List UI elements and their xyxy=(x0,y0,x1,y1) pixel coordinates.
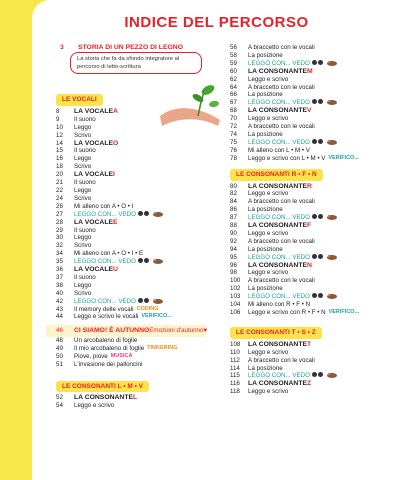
entry-text: LEGGO CON... VEDO xyxy=(248,99,310,107)
entry-text: La posizione xyxy=(248,51,283,59)
entry-letter: O xyxy=(113,139,119,147)
entry-text: Mi alleno con R • F • N xyxy=(248,301,311,309)
entry-text: Il mio arcobaleno di foglie xyxy=(74,344,145,352)
entry-text: La posizione xyxy=(248,206,283,214)
entry-text: LA VOCALE xyxy=(74,218,114,226)
entry-text: Leggo e scrivo xyxy=(248,115,289,123)
entry-text: Leggo xyxy=(74,281,92,289)
entry-text: LEGGO CON... VEDO xyxy=(248,372,310,380)
entry-text: LEGGO CON... VEDO xyxy=(74,210,136,218)
entry-letter: L xyxy=(133,394,138,402)
entry-text: A braccetto con le vocali xyxy=(248,83,315,91)
entry-page-number: 28 xyxy=(56,218,63,226)
eyes-icon xyxy=(138,211,150,219)
entry-letter: R xyxy=(307,182,312,190)
entry-page-number: 44 xyxy=(56,313,63,321)
story-page: 3 xyxy=(60,44,64,51)
autumn-section xyxy=(56,325,206,410)
entry-text: LEGGO CON... VEDO xyxy=(74,297,136,305)
entry-text: Leggo e scrivo xyxy=(248,190,289,198)
entry-page-number: 106 xyxy=(230,309,241,316)
entry-page-number: 18 xyxy=(56,163,63,171)
index-entry[interactable] xyxy=(56,266,206,274)
index-entry[interactable] xyxy=(56,298,206,306)
index-entry[interactable] xyxy=(56,394,206,402)
index-entry[interactable] xyxy=(230,365,400,373)
entry-page-number: 72 xyxy=(230,123,237,131)
entry-tag: VERIFICO... xyxy=(141,313,172,320)
index-entry[interactable] xyxy=(230,222,400,230)
entry-page-number: 60 xyxy=(230,67,237,75)
eyes-icon xyxy=(312,214,324,222)
entry-text: LEGGO CON... VEDO xyxy=(248,293,310,301)
entry-text: La posizione xyxy=(248,245,283,253)
entry-page-number: 21 xyxy=(56,179,63,187)
index-entry[interactable] xyxy=(56,155,206,163)
entry-text: Leggo e scrivo xyxy=(74,402,115,410)
entry-page-number: 103 xyxy=(230,293,241,301)
index-entry[interactable] xyxy=(230,131,400,139)
entry-tag: CODING xyxy=(136,305,159,312)
autumn-box[interactable] xyxy=(46,325,206,337)
entry-text: Scrivo xyxy=(74,289,92,297)
entry-page-number: 96 xyxy=(230,261,237,269)
index-entry[interactable] xyxy=(56,274,206,282)
entry-text: La posizione xyxy=(248,91,283,99)
entry-page-number: 104 xyxy=(230,301,241,309)
entry-page-number: 48 xyxy=(56,336,63,344)
entry-page-number: 80 xyxy=(230,182,237,190)
entry-page-number: 24 xyxy=(56,194,63,202)
entry-letter: F xyxy=(307,222,312,230)
index-entry[interactable] xyxy=(56,345,206,353)
index-entry[interactable] xyxy=(56,147,206,155)
entry-page-number: 115 xyxy=(230,372,240,380)
entry-page-number: 40 xyxy=(56,289,63,297)
entry-text: Un arcobaleno di foglie xyxy=(74,336,138,344)
index-entry[interactable] xyxy=(230,44,400,52)
entry-text: Leggo e scrivo xyxy=(248,348,289,356)
entry-text: Scrivo xyxy=(74,163,92,171)
entry-text: Il suono xyxy=(74,147,96,155)
index-entry[interactable] xyxy=(56,402,206,410)
entry-page-number: 58 xyxy=(230,51,237,59)
index-entry[interactable] xyxy=(230,60,400,68)
entry-text: LEGGO CON... VEDO xyxy=(248,214,310,222)
entry-page-number: 32 xyxy=(56,242,63,250)
entry-page-number: 76 xyxy=(230,146,237,154)
entry-page-number: 38 xyxy=(56,281,63,289)
index-entry[interactable] xyxy=(230,68,400,76)
entry-page-number: 68 xyxy=(230,107,237,115)
entry-text: LEGGO CON... VEDO xyxy=(248,59,310,67)
index-entry[interactable] xyxy=(56,361,206,369)
entry-page-number: 86 xyxy=(230,206,237,214)
index-entry[interactable] xyxy=(230,84,400,92)
entry-text: Leggo e scrivo xyxy=(248,269,289,277)
index-entry[interactable] xyxy=(230,262,400,270)
entry-tag: TINKERING xyxy=(147,344,178,351)
entry-page-number: 100 xyxy=(230,277,241,285)
mouse-icon xyxy=(326,254,338,260)
index-entry[interactable] xyxy=(56,258,206,266)
index-entry[interactable] xyxy=(56,124,206,132)
entry-letter: Z xyxy=(307,380,312,388)
entry-text: LEGGO CON... VEDO xyxy=(248,138,310,146)
index-entry[interactable] xyxy=(56,211,206,219)
entry-text: La posizione xyxy=(248,285,283,293)
mouse-icon xyxy=(326,99,338,105)
index-entry[interactable] xyxy=(56,108,206,116)
index-entry[interactable] xyxy=(56,140,206,148)
index-entry[interactable] xyxy=(56,234,206,242)
autumn-title: CI SIAMO! È AUTUNNO xyxy=(74,327,150,334)
entry-text: Leggo xyxy=(74,186,92,194)
mouse-icon xyxy=(326,60,338,66)
index-entry[interactable] xyxy=(230,269,400,277)
entry-text: LA VOCALE xyxy=(74,139,114,147)
entry-text: A braccetto con le vocali xyxy=(248,277,315,285)
index-entry[interactable] xyxy=(56,179,206,187)
entry-page-number: 59 xyxy=(230,59,237,67)
entry-page-number: 43 xyxy=(56,305,63,313)
entry-text: A braccetto con le vocali xyxy=(248,123,315,131)
entry-text: Leggo xyxy=(74,123,92,131)
index-entry[interactable] xyxy=(230,139,400,147)
entry-text: LA CONSONANTE xyxy=(248,380,308,388)
entry-page-number: 22 xyxy=(56,186,63,194)
index-entry[interactable] xyxy=(230,372,400,380)
entry-text: Leggo xyxy=(74,155,92,163)
entry-text: LA CONSONANTE xyxy=(248,182,308,190)
index-entry[interactable] xyxy=(230,147,400,155)
entry-page-number: 82 xyxy=(230,190,237,198)
entry-text: LA CONSONANTE xyxy=(248,340,308,348)
entry-letter: V xyxy=(307,107,312,115)
mouse-icon xyxy=(326,293,338,299)
entry-text: Il suono xyxy=(74,115,96,123)
index-entry[interactable] xyxy=(230,76,400,84)
entry-tag: VERIFICO... xyxy=(328,309,360,315)
index-entry[interactable] xyxy=(56,163,206,171)
index-entry[interactable] xyxy=(56,203,206,211)
speech-bubble xyxy=(70,52,202,74)
index-entry[interactable] xyxy=(230,341,400,349)
page-title: INDICE DEL PERCORSO xyxy=(124,14,309,31)
entry-text: La posizione xyxy=(248,130,283,138)
entry-text: Leggo e scrivo con R • F • N xyxy=(248,309,326,316)
index-entry[interactable] xyxy=(56,313,206,321)
index-entry[interactable] xyxy=(56,282,206,290)
index-entry[interactable] xyxy=(230,357,400,365)
entry-page-number: 51 xyxy=(56,360,63,368)
index-entry[interactable] xyxy=(230,155,400,163)
entry-page-number: 9 xyxy=(56,115,60,123)
entry-page-number: 98 xyxy=(230,269,237,277)
entry-text: LA VOCALE xyxy=(74,266,114,274)
entry-text: L'invasione dei palloncini xyxy=(74,360,143,368)
entry-page-number: 29 xyxy=(56,226,63,234)
eyes-icon xyxy=(312,254,324,262)
index-entry[interactable] xyxy=(230,107,400,115)
entry-text: Piove, piove xyxy=(74,352,108,360)
index-entry[interactable] xyxy=(230,301,400,309)
entry-page-number: 75 xyxy=(230,138,237,146)
entry-text: Leggo e scrivo le vocali xyxy=(74,313,139,321)
index-entry[interactable] xyxy=(56,227,206,235)
entry-page-number: 66 xyxy=(230,91,237,99)
index-entry[interactable] xyxy=(230,214,400,222)
entry-page-number: 30 xyxy=(56,234,63,242)
index-entry[interactable] xyxy=(230,115,400,123)
index-entry[interactable] xyxy=(56,290,206,298)
entry-page-number: 35 xyxy=(56,258,63,266)
entry-page-number: 92 xyxy=(230,237,237,245)
mouse-icon xyxy=(326,139,338,145)
entry-text: A braccetto con le vocali xyxy=(248,198,315,206)
lmv-heading: LE CONSONANTI L • M • V xyxy=(56,381,149,393)
entry-page-number: 78 xyxy=(230,154,237,162)
entry-page-number: 10 xyxy=(56,123,63,131)
entry-page-number: 52 xyxy=(56,394,63,402)
entry-page-number: 102 xyxy=(230,285,241,293)
entry-letter: I xyxy=(113,171,115,179)
entry-text: Leggo xyxy=(74,234,92,242)
index-entry[interactable] xyxy=(230,230,400,238)
mouse-icon xyxy=(152,211,164,217)
entry-letter: E xyxy=(113,218,118,226)
index-entry[interactable] xyxy=(56,250,206,258)
index-entry[interactable] xyxy=(230,285,400,293)
index-entry[interactable] xyxy=(56,187,206,195)
index-entry[interactable] xyxy=(230,206,400,214)
index-entry[interactable] xyxy=(56,219,206,227)
entry-page-number: 27 xyxy=(56,210,63,218)
entry-text: A braccetto con le vocali xyxy=(248,44,315,51)
index-entry[interactable] xyxy=(230,190,400,198)
entry-text: Leggo e scrivo xyxy=(248,229,289,237)
entry-page-number: 14 xyxy=(56,139,63,147)
entry-page-number: 88 xyxy=(230,222,237,230)
entry-page-number: 108 xyxy=(230,340,241,348)
entry-text: LEGGO CON... VEDO xyxy=(74,258,136,266)
entry-page-number: 16 xyxy=(56,155,63,163)
mouse-icon xyxy=(152,258,164,264)
entry-text: A braccetto con le vocali xyxy=(248,356,315,364)
entry-page-number: 49 xyxy=(56,344,63,352)
index-entry[interactable] xyxy=(230,238,400,246)
entry-page-number: 34 xyxy=(56,250,63,258)
entry-letter: U xyxy=(113,266,118,274)
entry-letter: A xyxy=(113,107,118,115)
entry-page-number: 74 xyxy=(230,130,237,138)
entry-text: Mi alleno con A • O • I xyxy=(74,202,134,210)
entry-text: LA CONSONANTE xyxy=(74,394,134,402)
eyes-icon xyxy=(312,293,324,301)
entry-tag: MUSICA xyxy=(110,352,133,359)
index-entry[interactable] xyxy=(56,353,206,361)
index-entry[interactable] xyxy=(230,254,400,262)
entry-page-number: 90 xyxy=(230,229,237,237)
left-column xyxy=(60,44,210,52)
index-entry[interactable] xyxy=(56,242,206,250)
entry-page-number: 94 xyxy=(230,245,237,253)
index-entry[interactable] xyxy=(230,99,400,107)
entry-text: LEGGO CON... VEDO xyxy=(248,253,310,261)
index-page xyxy=(32,0,401,480)
story-row[interactable] xyxy=(60,44,210,52)
entry-page-number: 67 xyxy=(230,99,237,107)
entry-text: LA CONSONANTE xyxy=(248,261,308,269)
entry-text: Leggo e scrivo con L • M • V xyxy=(248,154,326,162)
entry-text: LA VOCALE xyxy=(74,171,114,179)
entry-page-number: 36 xyxy=(56,266,63,274)
vocali-section xyxy=(56,90,206,321)
index-entry[interactable] xyxy=(56,195,206,203)
entry-text: Mi alleno con L • M • V xyxy=(248,146,310,154)
entry-page-number: 26 xyxy=(56,202,63,210)
entry-text: Leggo e scrivo xyxy=(248,75,289,83)
index-entry[interactable] xyxy=(230,277,400,285)
entry-text: Scrivo xyxy=(74,242,92,250)
mouse-icon xyxy=(326,372,338,378)
entry-text: LA VOCALE xyxy=(74,107,114,115)
eyes-icon xyxy=(138,298,150,306)
index-entry[interactable] xyxy=(230,123,400,131)
eyes-icon xyxy=(312,60,324,68)
index-entry[interactable] xyxy=(230,380,400,388)
eyes-icon xyxy=(312,99,324,107)
index-entry[interactable] xyxy=(230,246,400,254)
entry-page-number: 116 xyxy=(230,380,240,388)
entry-letter: N xyxy=(307,261,312,269)
entry-text: LA CONSONANTE xyxy=(248,67,308,75)
index-entry[interactable] xyxy=(230,183,400,191)
vocali-heading: LE VOCALI xyxy=(56,94,103,106)
mouse-icon xyxy=(152,298,164,304)
index-entry[interactable] xyxy=(56,337,206,345)
tsz-heading: LE CONSONANTI T • S • Z xyxy=(230,327,322,339)
story-title: STORIA DI UN PEZZO DI LEGNO xyxy=(78,44,183,51)
entry-letter: M xyxy=(307,67,313,75)
entry-page-number: 56 xyxy=(230,44,237,51)
entry-text: Il suono xyxy=(74,226,96,234)
entry-page-number: 84 xyxy=(230,198,237,206)
entry-page-number: 37 xyxy=(56,273,63,281)
entry-page-number: 12 xyxy=(56,131,63,139)
heart-icon: ♥ xyxy=(203,327,208,334)
entry-tag: VERIFICO... xyxy=(328,154,359,161)
right-column xyxy=(230,44,400,396)
index-entry[interactable] xyxy=(56,132,206,140)
entry-text: A braccetto con le vocali xyxy=(248,237,315,245)
entry-page-number: 62 xyxy=(230,75,237,83)
entry-text: Leggo e scrivo xyxy=(248,388,289,396)
index-entry[interactable] xyxy=(230,198,400,206)
entry-page-number: 54 xyxy=(56,402,63,410)
entry-page-number: 50 xyxy=(56,352,63,360)
eyes-icon xyxy=(312,139,324,147)
eyes-icon xyxy=(138,258,150,266)
index-entry[interactable] xyxy=(230,293,400,301)
index-entry[interactable] xyxy=(230,349,400,357)
speech-text: La storia che fa da sfondo integratore al percorso di letto-scrittura xyxy=(77,56,180,70)
entry-page-number: 64 xyxy=(230,83,237,91)
entry-text: LA CONSONANTE xyxy=(248,107,308,115)
entry-page-number: 15 xyxy=(56,147,63,155)
autumn-subtitle: Emozioni d'autunno xyxy=(149,327,204,334)
index-entry[interactable] xyxy=(56,116,206,124)
entry-page-number: 118 xyxy=(230,388,240,396)
entry-text: Mi alleno con A • O • I • E xyxy=(74,250,144,258)
entry-page-number: 20 xyxy=(56,171,63,179)
entry-page-number: 112 xyxy=(230,356,240,364)
index-entry[interactable] xyxy=(56,171,206,179)
entry-text: Scrivo xyxy=(74,194,92,202)
index-entry[interactable] xyxy=(230,91,400,99)
entry-page-number: 87 xyxy=(230,214,237,222)
entry-page-number: 70 xyxy=(230,115,237,123)
entry-text: Il suono xyxy=(74,179,96,187)
autumn-page: 46 xyxy=(56,327,63,334)
rfn-heading: LE CONSONANTI R • F • N xyxy=(230,169,323,181)
index-entry[interactable] xyxy=(230,309,400,317)
entry-text: LA CONSONANTE xyxy=(248,222,308,230)
eyes-icon xyxy=(312,372,324,380)
entry-text: Il suono xyxy=(74,273,96,281)
entry-text: Scrivo xyxy=(74,131,92,139)
entry-page-number: 8 xyxy=(56,107,60,115)
entry-text: Il memory delle vocali xyxy=(74,305,134,313)
entry-page-number: 114 xyxy=(230,364,240,372)
entry-page-number: 42 xyxy=(56,297,63,305)
entry-page-number: 110 xyxy=(230,348,240,356)
index-entry[interactable] xyxy=(56,306,206,314)
index-entry[interactable] xyxy=(230,388,400,396)
mouse-icon xyxy=(326,214,338,220)
index-entry[interactable] xyxy=(230,52,400,60)
entry-letter: T xyxy=(307,340,312,348)
entry-page-number: 95 xyxy=(230,253,237,261)
entry-text: La posizione xyxy=(248,364,283,372)
